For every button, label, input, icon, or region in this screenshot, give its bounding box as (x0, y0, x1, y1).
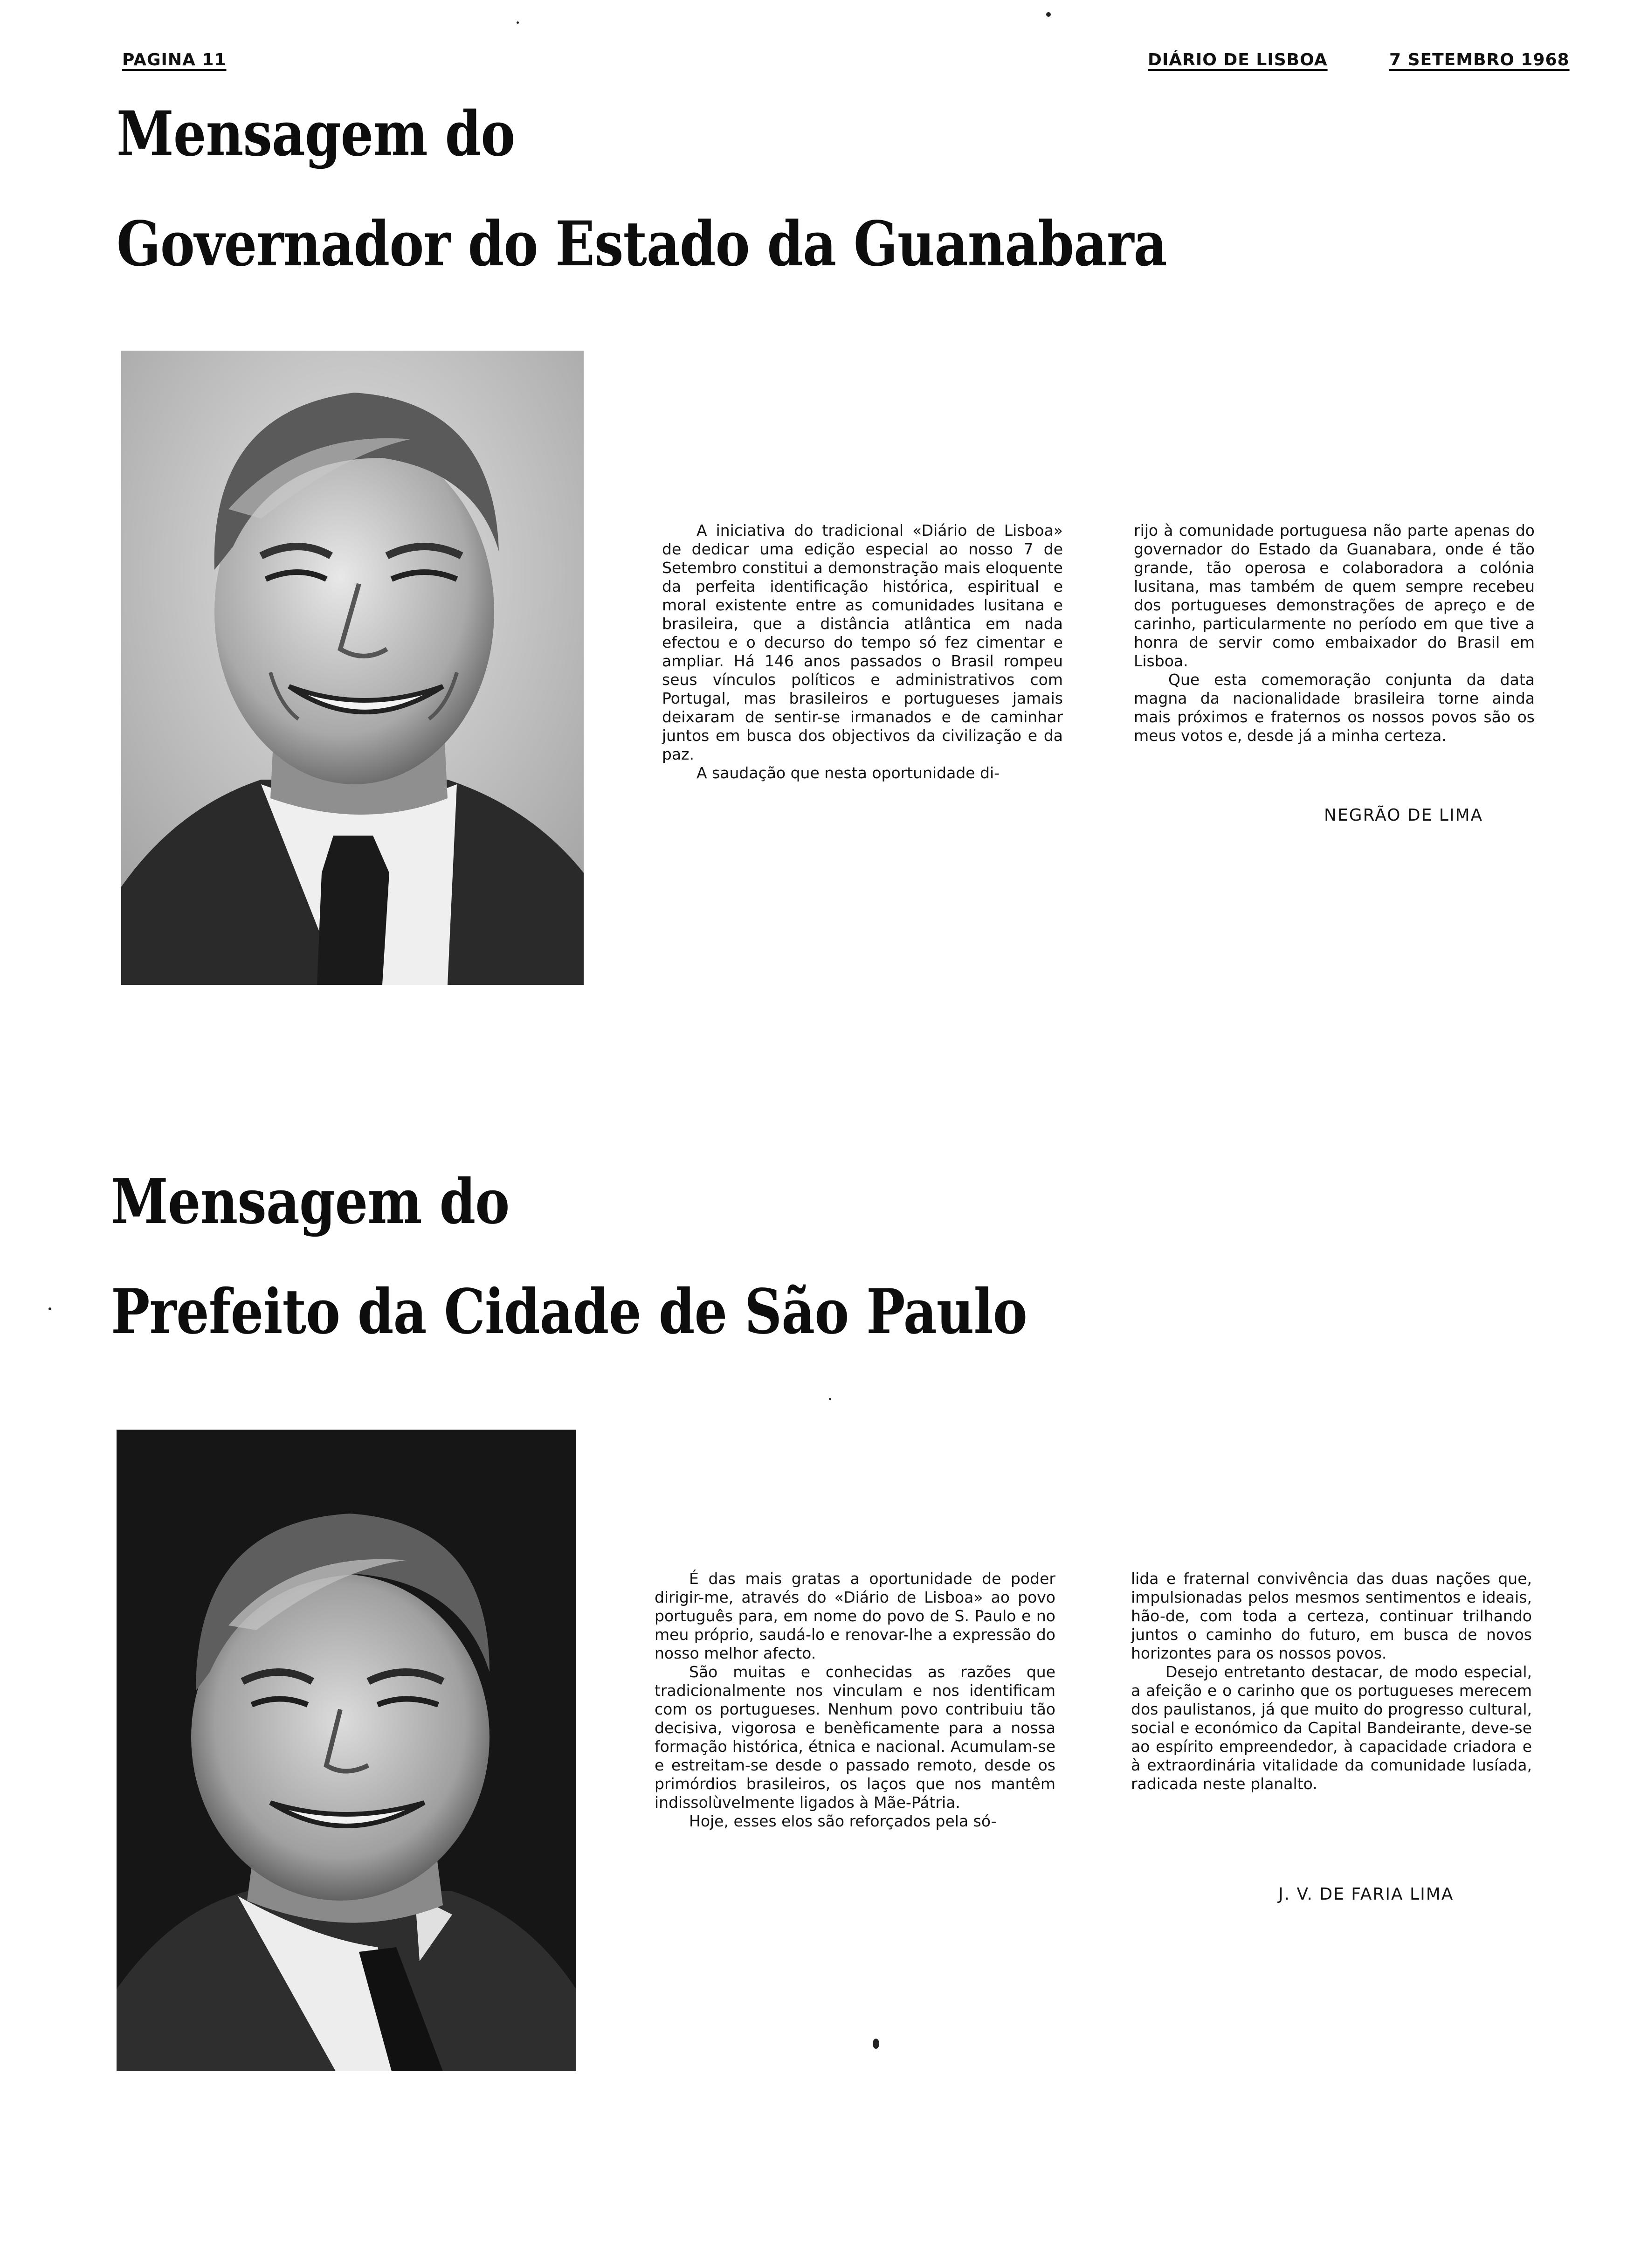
article2-paragraph-4: Desejo entretanto destacar, de modo especial, a afeição e o carinho que os portugueses merecem dos paulistanos, já que muito do progresso cultural, social e económico da Capital Bandeirante, deve-se ao espírito empreendedor, à capacidade criadora e à extraordinária vitalidade da comunidade lusíada, radicada neste planalto. (1131, 1663, 1532, 1793)
article2-paragraph-1: É das mais gratas a oportunidade de poder dirigir-me, através do «Diário de Lisboa» ao povo português para, em nome do povo de S. Paulo e no meu próprio, saudá-lo e renovar-lhe a expressão do nosso melhor afecto. (655, 1570, 1055, 1662)
print-speck (873, 2039, 879, 2049)
article1-paragraph-2-end: rijo à comunidade portuguesa não parte apenas do governador do Estado da Guanabara, onde é tão grande, tão operosa e colaboradora a colónia lusitana, mas também de quem sempre recebeu dos portugueses demonstrações de apreço e de carinho, particularmente no período em que tive a honra de servir como embaixador do Brasil em Lisboa. (1134, 521, 1535, 670)
print-speck (48, 1307, 51, 1310)
article2-paragraph-3-end: lida e fraternal convivência das duas nações que, impulsionadas pelos mesmos sentimentos e ideais, hão-de, com toda a certeza, continuar trilhando juntos o caminho do futuro, em busca de novos horizontes para os nossos povos. (1131, 1570, 1532, 1662)
article2-paragraph-2: São muitas e conhecidas as razões que tradicionalmente nos vinculam e nos identificam com os portugueses. Nenhum povo contribuiu tão decisiva, vigorosa e benèficamente para a nossa formação histórica, étnica e nacional. Acumulam-se e estreitam-se desde o passado remoto, desde os primórdios brasileiros, os laços que nos mantêm indissolùvelmente ligados à Mãe-Pátria. (655, 1663, 1055, 1812)
article2-column-1 (655, 1570, 1055, 1831)
newspaper-name: DIÁRIO DE LISBOA (1148, 50, 1328, 69)
print-speck (1046, 12, 1051, 17)
print-speck (517, 21, 519, 24)
headline-line-2: Prefeito da Cidade de São Paulo (111, 1276, 1027, 1348)
portrait-governador (121, 351, 584, 985)
article1-column-2 (1134, 521, 1535, 745)
article2-column-2 (1131, 1570, 1532, 1793)
article2-signature: J. V. DE FARIA LIMA (1278, 1885, 1454, 1904)
print-speck (829, 1398, 831, 1400)
article1-paragraph-1: A iniciativa do tradicional «Diário de Lisboa» de dedicar uma edição especial ao nosso 7 de Setembro constitui a demonstração mais eloquente da perfeita identificação histórica, espiritual e moral existente entre as comunidades lusitana e brasileira, que a distância atlântica em nada efectou e o decurso do tempo só fez cimentar e ampliar. Há 146 anos passados o Brasil rompeu seus vínculos políticos e administrativos com Portugal, mas brasileiros e portugueses jamais deixaram de sentir-se irmanados e de caminhar juntos em busca dos objectivos da civilização e da paz. (662, 521, 1063, 763)
article1-signature: NEGRÃO DE LIMA (1324, 806, 1483, 825)
portrait-prefeito (117, 1430, 576, 2071)
article1-paragraph-2-start: A saudação que nesta oportunidade di- (696, 764, 1000, 782)
article1-column-1 (662, 521, 1063, 782)
headline-line-1: Mensagem do (117, 98, 515, 170)
issue-date: 7 SETEMBRO 1968 (1389, 50, 1570, 69)
article2-paragraph-3-start: Hoje, esses elos são reforçados pela só- (689, 1812, 997, 1830)
headline-prefeito (111, 1147, 1027, 1367)
page-number: PAGINA 11 (122, 50, 227, 69)
headline-governador (117, 79, 1167, 299)
headline-line-1: Mensagem do (111, 1166, 510, 1238)
headline-line-2: Governador do Estado da Guanabara (117, 208, 1167, 280)
article1-paragraph-3: Que esta comemoração conjunta da data magna da nacionalidade brasileira torne ainda mais próximos e fraternos os nossos povos são os meus votos e, desde já a minha certeza. (1134, 671, 1535, 745)
